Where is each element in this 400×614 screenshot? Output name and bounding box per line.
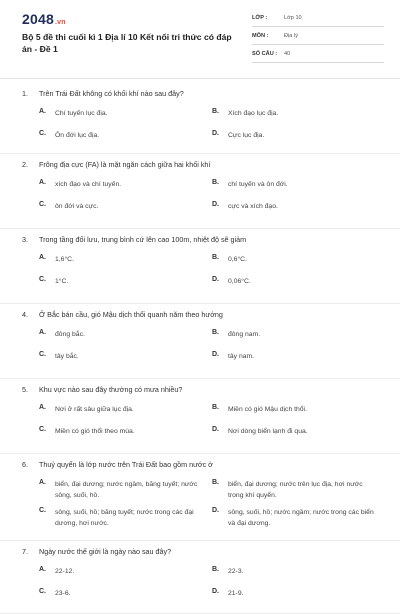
option-letter: C. [39, 507, 46, 514]
meta-value: Địa lý [284, 33, 298, 39]
option-letter: A. [39, 566, 46, 573]
option-text: 0,6°C. [228, 256, 247, 263]
question-number: 7. [22, 547, 28, 556]
option-text: sông, suối, hồ; nước ngầm; nước trong các biển và đại dương. [228, 509, 374, 527]
option-text: Chí tuyến lục địa. [55, 110, 108, 117]
question-list [0, 83, 400, 614]
meta-row-subject [252, 30, 384, 45]
option-text: biển, đại dương; nước trên lục địa, hơi nước trong khí quyển. [228, 481, 363, 499]
option-letter: C. [39, 351, 46, 358]
option-letter: D. [212, 351, 219, 358]
question-number: 5. [22, 385, 28, 394]
option-text: Cực lục địa. [228, 132, 265, 139]
question-number: 2. [22, 160, 28, 169]
option-letter: A. [39, 479, 46, 486]
question-1 [0, 83, 400, 154]
option-letter: C. [39, 130, 46, 137]
option-text: đông nam. [228, 331, 261, 338]
option-letter: D. [212, 588, 219, 595]
option-letter: D. [212, 276, 219, 283]
question-header [0, 541, 400, 561]
question-3 [0, 229, 400, 304]
option-text: Miền có gió thổi theo mùa. [55, 428, 135, 435]
meta-key: MÔN : [252, 33, 269, 39]
option-letter: D. [212, 201, 219, 208]
option-letter: B. [212, 566, 219, 573]
option-text: biển, đại dương; nước ngầm, băng tuyết; nước sông, suối, hồ. [55, 481, 198, 499]
question-5 [0, 379, 400, 454]
option-letter: B. [212, 404, 219, 411]
header-divider [0, 78, 400, 79]
option-text: 21-9. [228, 590, 244, 597]
exam-title: Bộ 5 đề thi cuối kì 1 Địa lí 10 Kết nối tri thức có đáp án - Đề 1 [22, 32, 232, 54]
question-6 [0, 454, 400, 541]
question-header [0, 229, 400, 249]
option-letter: C. [39, 426, 46, 433]
option-text: Nơi dòng biển lạnh đi qua. [228, 428, 308, 435]
question-header [0, 154, 400, 174]
question-header [0, 454, 400, 474]
option-text: chí tuyến và ôn đới. [228, 181, 288, 188]
option-letter: A. [39, 254, 46, 261]
option-text: cực và xích đạo. [228, 203, 278, 210]
site-logo[interactable] [22, 11, 66, 27]
option-text: Ôn đới lục địa. [55, 132, 100, 139]
option-text: sông, suối, hồ; băng tuyết; nước trong các đại dương, hơi nước. [55, 509, 194, 527]
question-text: Frông địa cực (FA) là mặt ngăn cách giữa hai khối khí [39, 160, 211, 169]
option-text: Miền có gió Mậu dịch thổi. [228, 406, 307, 413]
meta-key: LỚP : [252, 15, 268, 21]
option-text: 23-6. [55, 590, 71, 597]
option-letter: A. [39, 179, 46, 186]
option-letter: C. [39, 276, 46, 283]
option-letter: D. [212, 130, 219, 137]
meta-row-class [252, 12, 384, 27]
option-text: 0,06°C. [228, 278, 251, 285]
question-2 [0, 154, 400, 229]
question-number: 1. [22, 89, 28, 98]
question-header [0, 304, 400, 324]
option-letter: A. [39, 329, 46, 336]
question-text: Khu vực nào sau đây thường có mưa nhiều? [39, 385, 183, 394]
option-text: đông bắc. [55, 331, 85, 338]
option-letter: A. [39, 404, 46, 411]
question-text: Trong tầng đối lưu, trung bình cứ lên cao 100m, nhiệt độ sẽ giảm [39, 235, 247, 244]
option-text: Nơi ở rất sâu giữa lục địa. [55, 406, 134, 413]
question-number: 3. [22, 235, 28, 244]
option-text: 1,6°C. [55, 256, 74, 263]
question-4 [0, 304, 400, 379]
exam-meta [252, 12, 384, 66]
option-text: 1°C. [55, 278, 69, 285]
question-7 [0, 541, 400, 614]
option-letter: B. [212, 254, 219, 261]
option-text: ôn đới và cực. [55, 203, 99, 210]
question-number: 4. [22, 310, 28, 319]
option-letter: B. [212, 179, 219, 186]
meta-row-count [252, 48, 384, 63]
option-letter: B. [212, 479, 219, 486]
question-header [0, 379, 400, 399]
option-letter: B. [212, 108, 219, 115]
question-text: Ngày nước thế giới là ngày nào sau đây? [39, 547, 172, 556]
page-header [0, 0, 400, 66]
meta-value: Lớp 10 [284, 15, 302, 21]
question-header [0, 83, 400, 103]
option-text: tây bắc. [55, 353, 79, 360]
question-number: 6. [22, 460, 28, 469]
logo-text: 2048 [22, 11, 54, 27]
question-text: Trên Trái Đất không có khối khí nào sau đây? [39, 89, 184, 98]
option-text: 22-12. [55, 568, 75, 575]
option-letter: D. [212, 426, 219, 433]
option-text: 22-3. [228, 568, 244, 575]
option-text: Xích đạo lục địa. [228, 110, 279, 117]
option-text: xích đạo và chí tuyến. [55, 181, 122, 188]
option-text: tây nam. [228, 353, 255, 360]
option-letter: D. [212, 507, 219, 514]
question-text: Ở Bắc bán cầu, gió Mậu dịch thổi quanh năm theo hướng [39, 310, 223, 319]
logo-suffix: .vn [54, 19, 66, 26]
option-letter: C. [39, 201, 46, 208]
meta-key: SỐ CÂU : [252, 51, 278, 57]
option-letter: C. [39, 588, 46, 595]
question-text: Thuỷ quyển là lớp nước trên Trái Đất bao gồm nước ở [39, 460, 213, 469]
option-letter: B. [212, 329, 219, 336]
meta-value: 40 [284, 51, 291, 57]
option-letter: A. [39, 108, 46, 115]
